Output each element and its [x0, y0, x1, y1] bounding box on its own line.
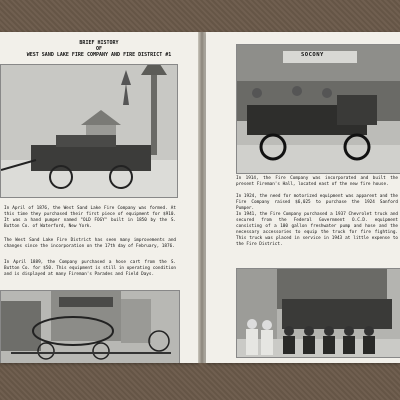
sanford-pumper-photo	[236, 44, 400, 174]
hose-cart-photo	[0, 290, 180, 363]
right-paragraph-3: In 1941, the Fire Company purchased a 1937 Chevrolet truck and secured from the Federal Government O.C.D. equipment consisting of a 100 gallon freshwater pump and hose and the necessary accessories to equip the truck for fire fighting. This truck was placed in service in 1943 at little expense to the Fire District.	[236, 212, 398, 247]
heading-line1: BRIEF HISTORY	[79, 40, 119, 46]
right-page	[206, 32, 400, 363]
hand-pumper-photo	[0, 64, 178, 198]
right-paragraph-2: In 1924, the need for motorized equipment was apparent and the Fire Company raised $6,025 to purchase the 1924 Sanford Pumper.	[236, 194, 398, 211]
left-paragraph-2: The West Sand Lake Fire District has seen many improvements and changes since the incorporation on the 17th day of February, 1876.	[4, 238, 176, 249]
book-gutter	[198, 32, 206, 363]
left-paragraph-1: In April of 1876, the West Sand Lake Fire Company was formed. At this time they purchased their first piece of equipment for $910. It was a hand pumper named "OLD FOGY" built in 1850 by the S. Button Co. of Waterford, New York.	[4, 206, 176, 229]
left-paragraph-3: In April 1889, the Company purchased a hose cart from the S. Button Co. for $50. This equipment is still in operating condition and is displayed at many Fireman's Parades and Field Days.	[4, 260, 176, 277]
chevrolet-truck-photo	[236, 268, 400, 358]
socony-sign: SOCONY	[301, 52, 324, 58]
right-paragraph-1: In 1914, the Fire Company was incorporated and built the present Fireman's Hall, located east of the new fire house.	[236, 176, 398, 187]
heading-line3: WEST SAND LAKE FIRE COMPANY AND FIRE DISTRICT #1	[26, 52, 172, 58]
left-page	[0, 32, 198, 363]
heading-line2: OF	[95, 46, 103, 52]
